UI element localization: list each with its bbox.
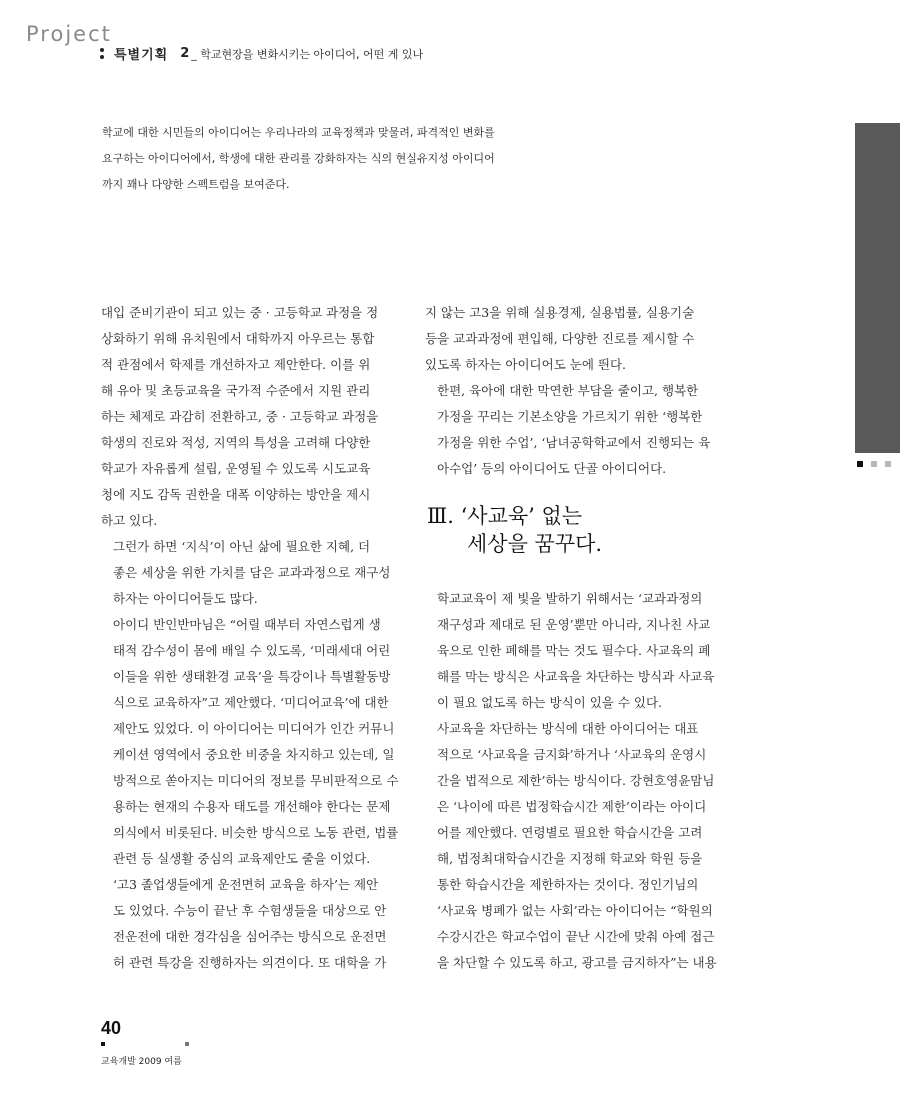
text-line: 이 필요 없도록 하는 방식이 있을 수 있다. — [437, 695, 662, 710]
text-line: 해 유아 및 초등교육을 국가적 수준에서 지원 관리 — [101, 383, 371, 398]
square-marker-icon — [857, 461, 863, 467]
text-line: 있도록 하자는 아이디어도 눈에 띈다. — [425, 357, 626, 372]
body-paragraph — [101, 612, 399, 872]
text-line: 방적으로 쏟아지는 미디어의 정보를 무비판적으로 수 — [113, 773, 399, 788]
text-line: 재구성과 제대로 된 운영’뿐만 아니라, 지나친 사교 — [437, 617, 711, 632]
text-line: 하는 체제로 과감히 전환하고, 중 · 고등학교 과정을 — [101, 409, 379, 424]
text-line: 통한 학습시간을 제한하자는 것이다. 정인기님의 — [437, 877, 699, 892]
text-line: 식으로 교육하자”고 제안했다. ‘미디어교육’에 대한 — [113, 695, 389, 710]
text-line: 대입 준비기관이 되고 있는 중 · 고등학교 과정을 정 — [101, 305, 379, 320]
square-marker-icon — [885, 461, 891, 467]
side-square-markers — [857, 461, 891, 467]
text-line: 적 관점에서 학제를 개선하자고 제안한다. 이를 위 — [101, 357, 371, 372]
body-column-left — [101, 300, 399, 976]
text-line: 은 ‘나이에 따른 법정학습시간 제한’이라는 아이디 — [437, 799, 707, 814]
header-number: 2 — [180, 46, 190, 61]
text-line: ‘사교육 병폐가 없는 사회’라는 아이디어는 “학원의 — [437, 903, 713, 918]
text-line: 한편, 육아에 대한 막연한 부담을 줄이고, 행복한 — [437, 383, 699, 398]
footer-markers — [101, 1042, 191, 1048]
intro-line: 학교에 대한 시민들의 아이디어는 우리나라의 교육정책과 맞물려, 파격적인 변화를 — [102, 126, 495, 139]
running-header — [100, 44, 423, 63]
square-marker-icon — [101, 1042, 105, 1046]
text-line: 아이디 반인반마님은 “어릴 때부터 자연스럽게 생 — [113, 617, 381, 632]
section-logo-project: Project — [26, 22, 112, 46]
header-label: 특별기획 — [114, 48, 169, 63]
side-tab-marker — [855, 123, 900, 453]
text-line: 간을 법적으로 제한’하는 방식이다. 강현호영윤맘님 — [437, 773, 715, 788]
section-heading — [427, 502, 717, 558]
bullet-icon — [100, 47, 106, 61]
body-paragraph — [425, 716, 717, 976]
text-line: 도 있었다. 수능이 끝난 후 수험생들을 대상으로 안 — [113, 903, 387, 918]
intro-line: 까지 꽤나 다양한 스펙트럼을 보여준다. — [102, 178, 290, 191]
text-line: 전운전에 대한 경각심을 심어주는 방식으로 운전면 — [113, 929, 387, 944]
text-line: 하자는 아이디어들도 많다. — [113, 591, 258, 606]
text-line: 좋은 세상을 위한 가치를 담은 교과과정으로 재구성 — [113, 565, 391, 580]
text-line: 태적 감수성이 몸에 배일 수 있도록, ‘미래세대 어린 — [113, 643, 391, 658]
text-line: 해를 막는 방식은 사교육을 차단하는 방식과 사교육 — [437, 669, 715, 684]
intro-line: 요구하는 아이디어에서, 학생에 대한 관리를 강화하자는 식의 현실유지성 아이디어 — [102, 152, 495, 165]
text-line: 용하는 현재의 수용자 태도를 개선해야 한다는 문제 — [113, 799, 391, 814]
text-line: 육으로 인한 폐해를 막는 것도 필수다. 사교육의 폐 — [437, 643, 711, 658]
text-line: 해, 법정최대학습시간을 지정해 학교와 학원 등을 — [437, 851, 703, 866]
text-line: 가정을 위한 수업’, ‘남녀공학학교에서 진행되는 육 — [437, 435, 711, 450]
text-line: 어를 제안했다. 연령별로 필요한 학습시간을 고려 — [437, 825, 703, 840]
body-paragraph — [425, 586, 717, 716]
square-marker-icon — [185, 1042, 189, 1046]
section-heading-line: Ⅲ. ‘사교육’ 없는 — [427, 504, 583, 528]
text-line: 지 않는 고3을 위해 실용경제, 실용법률, 실용기술 — [425, 305, 695, 320]
text-line: 학생의 진로와 적성, 지역의 특성을 고려해 다양한 — [101, 435, 371, 450]
body-paragraph — [425, 378, 717, 482]
text-line: 수강시간은 학교수업이 끝난 시간에 맞춰 아예 접근 — [437, 929, 715, 944]
body-paragraph — [101, 300, 393, 534]
text-line: 학교가 자유롭게 설립, 운영될 수 있도록 시도교육 — [101, 461, 371, 476]
text-line: 케이션 영역에서 중요한 비중을 차지하고 있는데, 일 — [113, 747, 395, 762]
text-line: 관련 등 실생활 중심의 교육제안도 줄을 이었다. — [113, 851, 371, 866]
text-line: 등을 교과과정에 편입해, 다양한 진로를 제시할 수 — [425, 331, 695, 346]
page-number: 40 — [101, 1018, 122, 1038]
square-marker-icon — [871, 461, 877, 467]
body-paragraph — [425, 300, 717, 378]
text-line: 제안도 있었다. 이 아이디어는 미디어가 인간 커뮤니 — [113, 721, 395, 736]
text-line: 사교육을 차단하는 방식에 대한 아이디어는 대표 — [437, 721, 699, 736]
body-paragraph — [101, 872, 393, 976]
publication-issue: 교육개발 2009 여름 — [101, 1057, 182, 1067]
body-paragraph — [101, 534, 393, 612]
text-line: 을 차단할 수 있도록 하고, 광고를 금지하자”는 내용 — [437, 955, 717, 970]
text-line: 하고 있다. — [101, 513, 158, 528]
text-line: 이들을 위한 생태환경 교육’을 특강이나 특별활동방 — [113, 669, 391, 684]
text-line: 청에 지도 감독 권한을 대폭 이양하는 방안을 제시 — [101, 487, 371, 502]
text-line: ‘고3 졸업생들에게 운전면허 교육을 하자’는 제안 — [113, 877, 379, 892]
text-line: 가정을 꾸리는 기본소양을 가르치기 위한 ‘행복한 — [437, 409, 703, 424]
intro-summary — [102, 120, 542, 198]
text-line: 그런가 하면 ‘지식’이 아닌 삶에 필요한 지혜, 더 — [113, 539, 371, 554]
text-line: 의식에서 비롯된다. 비슷한 방식으로 노동 관련, 법률 — [113, 825, 399, 840]
text-line: 학교교육이 제 빛을 발하기 위해서는 ‘교과과정의 — [437, 591, 703, 606]
text-line: 아수업’ 등의 아이디어도 단골 아이디어다. — [437, 461, 667, 476]
body-column-right — [425, 300, 717, 976]
text-line: 상화하기 위해 유치원에서 대학까지 아우르는 통합 — [101, 331, 375, 346]
text-line: 적으로 ‘사교육을 금지화’하거나 ‘사교육의 운영시 — [437, 747, 707, 762]
text-line: 허 관련 특강을 진행하자는 의견이다. 또 대학을 가 — [113, 955, 387, 970]
section-heading-line: 세상을 꿈꾸다. — [467, 532, 603, 556]
header-subtitle: _ 학교현장을 변화시키는 아이디어, 어떤 게 있나 — [191, 47, 424, 61]
